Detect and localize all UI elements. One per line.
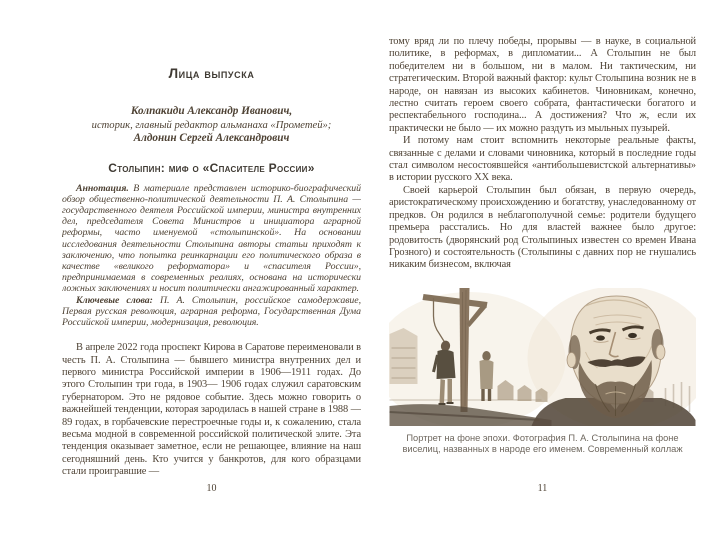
right-page xyxy=(389,0,696,540)
article-title: Столыпин: миф о «Спасителе России» xyxy=(108,160,315,175)
authors-block xyxy=(62,105,361,146)
page-number-left: 10 xyxy=(206,483,217,494)
keywords-paragraph xyxy=(62,295,361,329)
author-name-1: Колпакиди Александр Иванович, xyxy=(130,105,293,117)
right-body-paragraph-2: И потому нам стоит вспомнить некоторые реальные факты, связанные с делами и словами чиновника, который в последние годы стал символом несостоявшейся «антибольшевистской альтернативы» в истории русского XX века. xyxy=(389,135,696,184)
figure-caption: Портрет на фоне эпохи. Фотография П. А. Столыпина на фоне виселиц, названных в народе его именем. Современный коллаж xyxy=(402,432,683,455)
left-page xyxy=(62,0,361,540)
author-name-2: Алдонин Сергей Александрович xyxy=(133,132,290,144)
section-heading: Лица выпуска xyxy=(168,66,255,81)
page-number-right: 11 xyxy=(537,483,548,494)
annotation-label: Аннотация. xyxy=(76,182,129,194)
left-body-paragraph: В апреле 2022 года проспект Кирова в Саратове переименовали в честь П. А. Столыпина — бывшего министра внутренних дел и первого министра Российской империи в 1906—1911 годах. До этого Столыпин три года, в 1903— 1906 годах служил саратовским губернатором. Это не рядовое событие. Здесь можно говорить о важнейшей тенденции, которая зародилась в нашей стране в 1988 — 89 годах, в горбачевские перестроечные годы и, к сожалению, стала весьма модной в современной российской политической элите. Эта тенденция оказывает заметное, если не решающее, влияние на наш сегодняшний день. Кто учится у банкротов, для кого образцами стали проигравшие — xyxy=(62,342,361,478)
keywords-label: Ключевые слова: xyxy=(76,294,153,306)
right-body-paragraph-1: тому вряд ли по плечу победы, прорывы — в науке, в социальной политике, в реформах, в дипломатии... А Столыпин не был победителем ни в большом, ни в малом. Ни тактическим, ни стратегическим. Второй важный фактор: культ Столыпина возник не в народе, он навязан из высоких кабинетов. Чиновникам, конечно, лестно считать героем своего собрата, фантастически богатого и респектабельного господина... А достижения? Что ж, если их практически не было — их можно раздуть из мыльных пузырей. xyxy=(389,36,696,134)
annotation-paragraph xyxy=(62,183,361,295)
keywords-text: П. А. Столыпин, российское самодержавие, Первая русская революция, аграрная реформа, Государственная Дума Российской империи, модернизация, революция. xyxy=(62,294,361,328)
author-role: историк, главный редактор альманаха «Прометей»; xyxy=(91,119,332,131)
stolypin-gallows-collage-image xyxy=(389,288,696,426)
annotation-text: В материале представлен историко-биографический обзор общественно-политической деятельности П. А. Столыпина — государственного деятеля Российской империи, министра внутренних дел, председателя Совета Министров и инициатора аграрной реформы, часто именуемой «столыпинской». На основании исследования деятельности Столыпина авторы статьи приходят к заключению, что попытка реинкарнации его политического образа в качестве «великого реформатора» и «спасителя России», предпринимаемая в современных реалиях, основана на исторически ложных заключениях и носит политически ангажированный характер. xyxy=(62,182,361,295)
figure-collage xyxy=(389,288,696,456)
right-body-paragraph-3: Своей карьерой Столыпин был обязан, в первую очередь, аристократическому происхождению и богатству, унаследованному от предков. Он родился в неблагополучной семье: родители будущего премьера расстались. Но для властей важнее было другое: родовитость (дворянский род Столыпиных известен со времен Ивана Грозного) и состоятельность (Столыпины с давних пор не гнушались никаким бизнесом, включая xyxy=(389,184,696,271)
